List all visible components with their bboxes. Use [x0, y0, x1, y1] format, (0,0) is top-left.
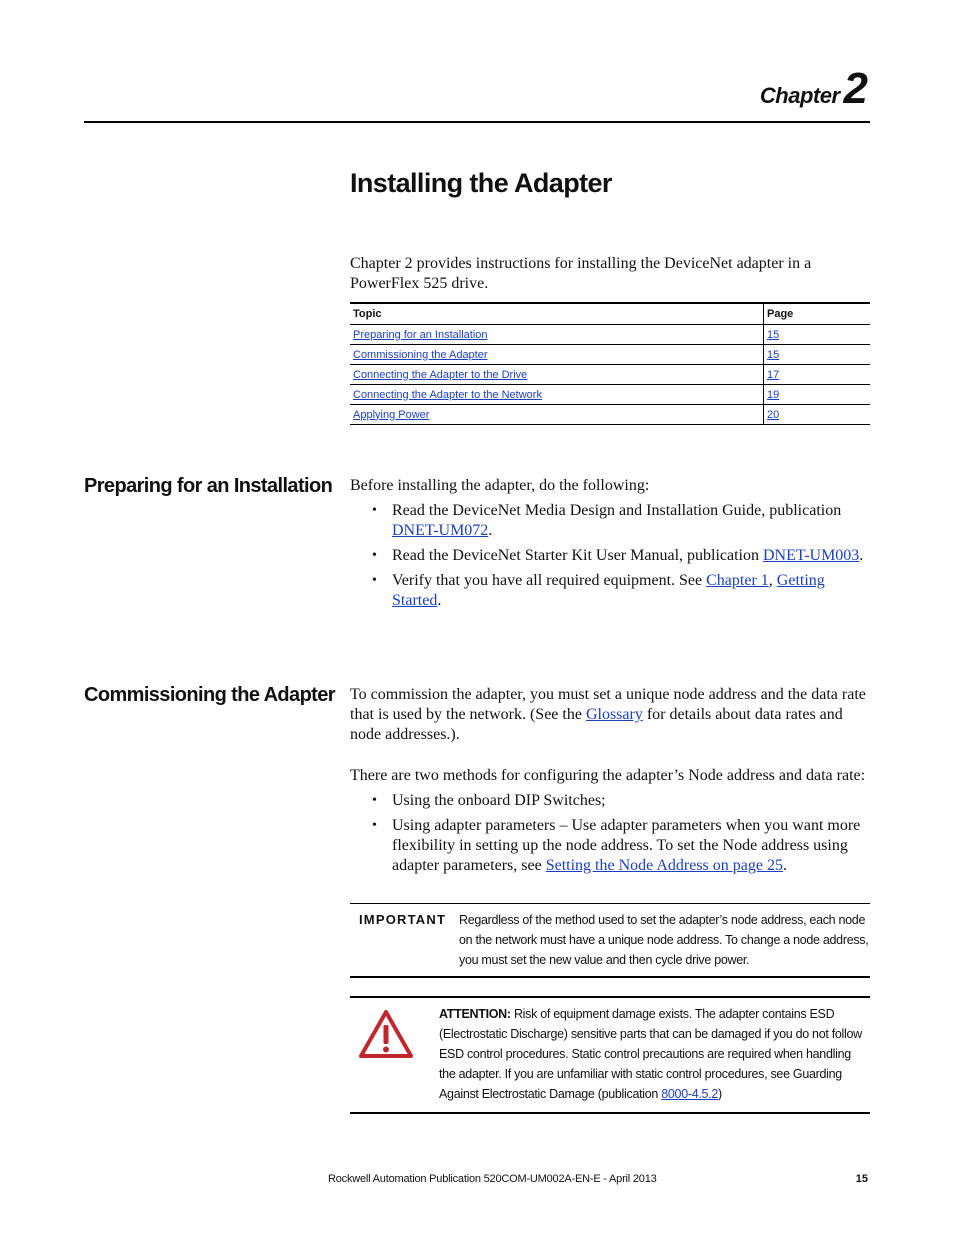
important-text: Regardless of the method used to set the adapter’s node address, each node on the network must have a unique node address. To change a node address, you must set the new value and then cycle drive power.: [459, 913, 869, 967]
table-row: [350, 405, 870, 425]
toc-link-topic[interactable]: Commissioning the Adapter: [353, 348, 488, 361]
list-item-text: Using adapter parameters – Use adapter parameters when you want more flexibility in setting up the node address. To set the Node address using adapter parameters, see: [392, 817, 861, 874]
table-header-row: [350, 303, 870, 325]
list-item: [350, 501, 870, 541]
attention-end: ): [718, 1087, 722, 1101]
list-item-end: .: [782, 857, 787, 874]
header-rule: [84, 121, 870, 123]
toc-link-topic[interactable]: Connecting the Adapter to the Network: [353, 388, 542, 401]
link-dnet-um072[interactable]: DNET-UM072: [392, 522, 489, 539]
list-item-text: Read the DeviceNet Media Design and Installation Guide, publication: [392, 502, 842, 519]
list-item-end: .: [859, 547, 864, 564]
important-note: [350, 903, 870, 978]
link-chapter-1[interactable]: Chapter 1: [706, 572, 769, 589]
section-heading-commissioning: Commissioning the Adapter: [84, 684, 335, 706]
footer-publication: Rockwell Automation Publication 520COM-UM002A-EN-E - April 2013: [328, 1173, 657, 1185]
commissioning-paragraph-2: There are two methods for configuring the adapter’s Node address and data rate:: [350, 767, 866, 784]
table-row: [350, 345, 870, 365]
toc-link-page[interactable]: 15: [767, 328, 780, 341]
topic-table: [350, 302, 870, 425]
commissioning-section: [350, 685, 870, 881]
list-item-text: Using the onboard DIP Switches;: [392, 792, 606, 809]
toc-link-topic[interactable]: Preparing for an Installation: [353, 328, 488, 341]
list-item: [350, 791, 870, 811]
page-column-header: Page: [764, 303, 871, 325]
preparing-section: [350, 476, 870, 616]
list-item-end: .: [437, 592, 442, 609]
link-setting-node-address[interactable]: Setting the Node Address on page 25: [545, 857, 783, 874]
list-item: [350, 546, 870, 566]
page-title: Installing the Adapter: [350, 168, 612, 198]
toc-link-page[interactable]: 19: [767, 388, 780, 401]
list-item: [350, 571, 870, 611]
list-item-separator: ,: [768, 572, 777, 589]
chapter-word: Chapter: [759, 83, 840, 108]
list-item-end: .: [488, 522, 493, 539]
important-label: IMPORTANT: [359, 912, 447, 927]
list-item: [350, 816, 870, 876]
commissioning-list: [350, 791, 870, 876]
toc-link-page[interactable]: 15: [767, 348, 780, 361]
list-item-text: Read the DeviceNet Starter Kit User Manual, publication: [392, 547, 763, 564]
paragraph-text: for details about data rates and node addresses.).: [350, 706, 843, 743]
toc-link-topic[interactable]: Applying Power: [353, 408, 430, 421]
list-item-text: Verify that you have all required equipment. See: [392, 572, 707, 589]
commissioning-paragraph-1: [350, 685, 870, 745]
attention-text: [439, 1004, 869, 1104]
link-getting-started[interactable]: Getting Started: [392, 572, 825, 609]
intro-paragraph: Chapter 2 provides instructions for installing the DeviceNet adapter in a PowerFlex 525 drive.: [350, 255, 812, 292]
toc-link-page[interactable]: 20: [767, 408, 780, 421]
attention-body: Risk of equipment damage exists. The adapter contains ESD (Electrostatic Discharge) sensitive parts that can be damaged if you do not follow ESD control procedures. Static control precautions are required when handling the adapter. If you are unfamiliar with static control procedures, see Guarding Against Electrostatic Damage (publication: [439, 1007, 862, 1101]
attention-label: ATTENTION:: [439, 1007, 511, 1021]
attention-note: [350, 996, 870, 1114]
toc-link-page[interactable]: 17: [767, 368, 780, 381]
link-8000-4-5-2[interactable]: 8000-4.5.2: [661, 1087, 719, 1101]
chapter-header: [760, 64, 868, 114]
section-heading-preparing: Preparing for an Installation: [84, 475, 333, 497]
warning-triangle-icon: [358, 1009, 414, 1059]
table-row: [350, 325, 870, 345]
toc-link-topic[interactable]: Connecting the Adapter to the Drive: [353, 368, 528, 381]
paragraph-text: To commission the adapter, you must set a unique node address and the data rate that is used by the network. (See the: [350, 686, 866, 723]
link-glossary[interactable]: Glossary: [585, 706, 643, 723]
topic-column-header: Topic: [350, 303, 764, 325]
link-dnet-um003[interactable]: DNET-UM003: [763, 547, 860, 564]
preparing-lead: Before installing the adapter, do the following:: [350, 477, 650, 494]
preparing-list: [350, 501, 870, 611]
table-row: [350, 365, 870, 385]
footer-page-number: 15: [855, 1173, 868, 1185]
chapter-number: 2: [843, 64, 868, 113]
table-row: [350, 385, 870, 405]
